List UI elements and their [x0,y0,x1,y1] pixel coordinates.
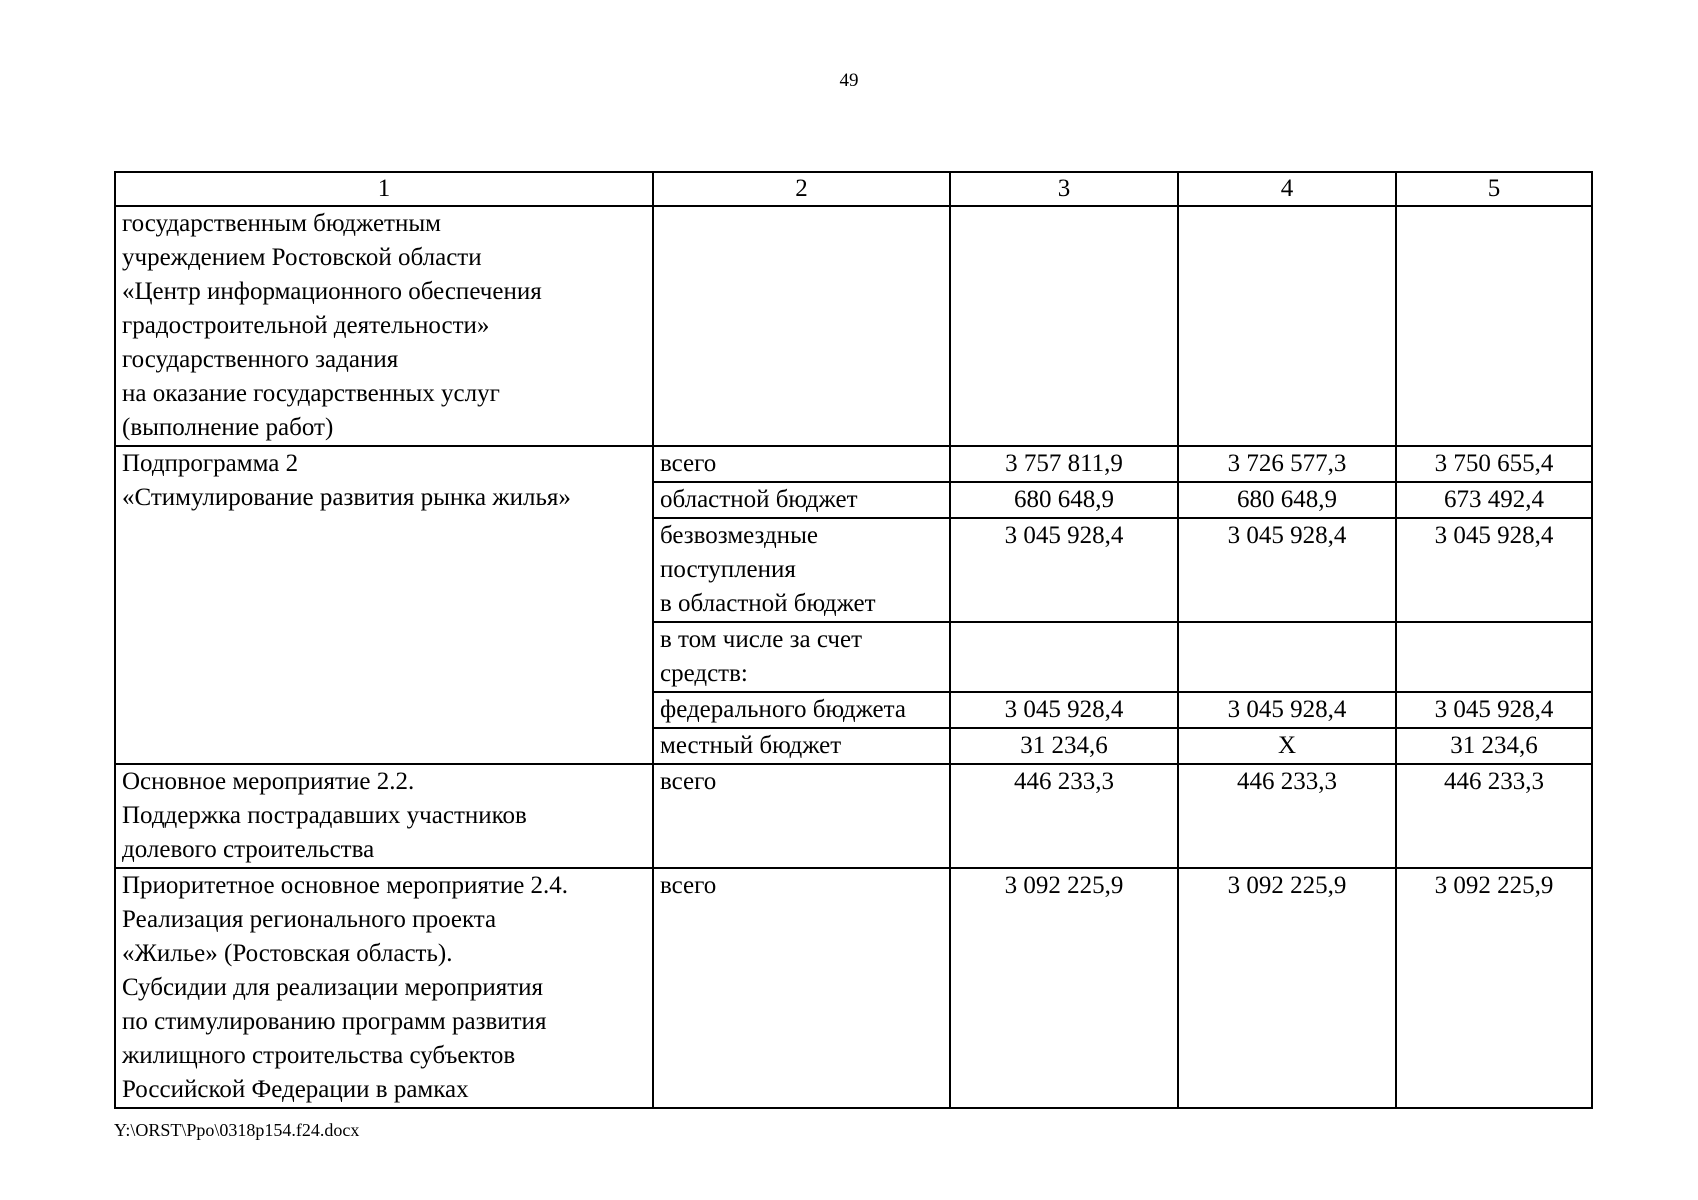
measure-line: долевого строительства [122,836,375,863]
value-col3: 3 092 225,9 [950,868,1178,1108]
funding-source-line: в том числе за счет [660,626,863,653]
funding-source-cell: федерального бюджета [653,692,950,728]
value-col4: 680 648,9 [1178,482,1396,518]
funding-source-line: безвозмездные [660,522,818,549]
table-row [115,206,1592,446]
funding-source-cell: местный бюджет [653,728,950,764]
table-row [115,764,1592,868]
funding-source-line: средств: [660,660,748,687]
value-col3: 31 234,6 [950,728,1178,764]
column-header-5: 5 [1396,172,1592,206]
measure-line: Российской Федерации в рамках [122,1076,469,1103]
value-col3: 3 045 928,4 [950,518,1178,622]
measure-line: Реализация регионального проекта [122,906,497,933]
measure-line: Основное мероприятие 2.2. [122,768,415,795]
value-col4: X [1178,728,1396,764]
measure-2-4-cell [115,868,653,1108]
org-description-cell [115,206,653,446]
value-col5: 3 750 655,4 [1396,446,1592,482]
value-col5: 673 492,4 [1396,482,1592,518]
value-col5: 3 045 928,4 [1396,692,1592,728]
value-col5: 3 092 225,9 [1396,868,1592,1108]
funding-source-cell [653,518,950,622]
value-col5: 3 045 928,4 [1396,518,1592,622]
subprogram-title-line: «Стимулирование развития рынка жилья» [122,484,571,511]
funding-source-cell: областной бюджет [653,482,950,518]
value-col4: 3 045 928,4 [1178,692,1396,728]
value-col3: 680 648,9 [950,482,1178,518]
measure-line: по стимулированию программ развития [122,1008,547,1035]
value-col4: 3 092 225,9 [1178,868,1396,1108]
empty-cell [950,206,1178,446]
column-header-4: 4 [1178,172,1396,206]
org-description-line: на оказание государственных услуг [122,380,500,407]
org-description-line: «Центр информационного обеспечения [122,278,542,305]
empty-cell [1178,206,1396,446]
measure-line: Субсидии для реализации мероприятия [122,974,543,1001]
budget-table [114,171,1593,1109]
org-description-line: градостроительной деятельности» [122,312,490,339]
measure-line: «Жилье» (Ростовская область). [122,940,453,967]
org-description-line: государственным бюджетным [122,210,441,237]
value-col5: 31 234,6 [1396,728,1592,764]
empty-cell [653,206,950,446]
table-row [115,446,1592,482]
value-col3: 446 233,3 [950,764,1178,868]
value-col3: 3 757 811,9 [950,446,1178,482]
measure-line: Поддержка пострадавших участников [122,802,527,829]
page-number: 49 [839,70,859,91]
column-header-2: 2 [653,172,950,206]
column-header-1: 1 [115,172,653,206]
value-col4: 3 726 577,3 [1178,446,1396,482]
measure-2-2-cell [115,764,653,868]
value-col5 [1396,622,1592,692]
funding-source-cell: всего [653,446,950,482]
funding-source-cell [653,622,950,692]
value-col4 [1178,622,1396,692]
org-description-line: учреждением Ростовской области [122,244,482,271]
funding-source-line: поступления [660,556,796,583]
table-row [115,868,1592,1108]
measure-line: Приоритетное основное мероприятие 2.4. [122,872,569,899]
subprogram-title-line: Подпрограмма 2 [122,450,299,477]
column-header-3: 3 [950,172,1178,206]
funding-source-line: в областной бюджет [660,590,876,617]
value-col4: 446 233,3 [1178,764,1396,868]
subprogram-title-cell [115,446,653,764]
value-col3: 3 045 928,4 [950,692,1178,728]
table-header-row [115,172,1592,206]
measure-line: жилищного строительства субъектов [122,1042,516,1069]
funding-source-cell: всего [653,764,950,868]
org-description-line: (выполнение работ) [122,414,334,441]
value-col4: 3 045 928,4 [1178,518,1396,622]
value-col3 [950,622,1178,692]
document-file-path: Y:\ORST\Ppo\0318p154.f24.docx [114,1120,360,1140]
funding-source-cell: всего [653,868,950,1108]
value-col5: 446 233,3 [1396,764,1592,868]
org-description-line: государственного задания [122,346,399,373]
empty-cell [1396,206,1592,446]
